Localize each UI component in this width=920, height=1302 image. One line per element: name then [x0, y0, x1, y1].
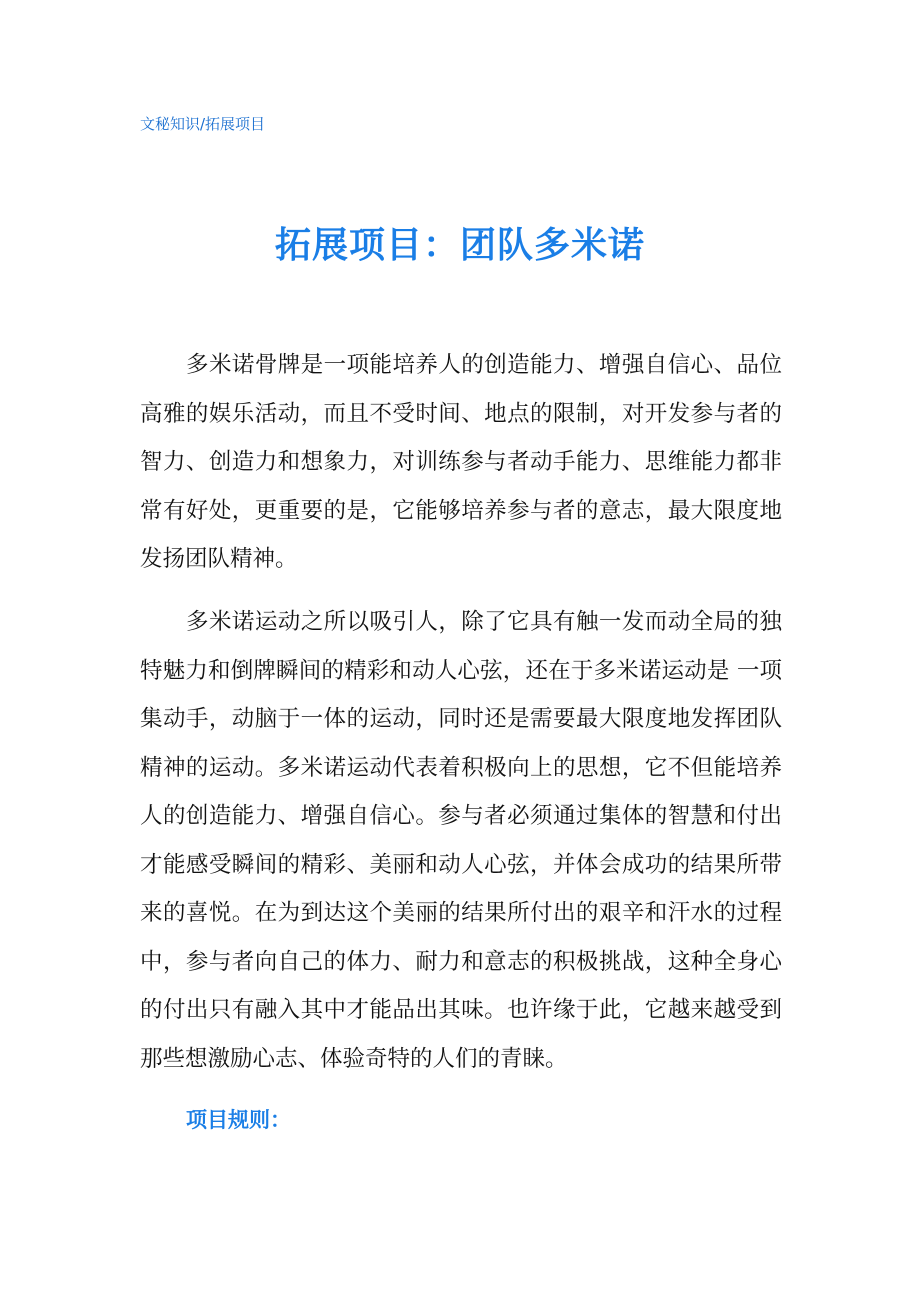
body-paragraph-intro: 多米诺骨牌是一项能培养人的创造能力、增强自信心、品位高雅的娱乐活动，而且不受时间、地点的限制，对开发参与者的智力、创造力和想象力，对训练参与者动手能力、思维能力都非常有好处，更重要的是，它能够培养参与者的意志，最大限度地发扬团队精神。	[140, 352, 782, 572]
breadcrumb[interactable]: 文秘知识/拓展项目	[140, 115, 266, 133]
body-paragraph-appeal: 多米诺运动之所以吸引人，除了它具有触一发而动全局的独特魅力和倒牌瞬间的精彩和动人心弦，还在于多米诺运动是 一项集动手，动脑于一体的运动，同时还是需要最大限度地发挥团队精神的运动。多米诺运动代表着积极向上的思想，它不但能培养人的创造能力、增强自信心。参与者必须通过集体的智慧和付出才能感受瞬间的精彩、美丽和动人心弦，并体会成功的结果所带来的喜悦。在为到达这个美丽的结果所付出的艰辛和汗水的过程中，参与者向自己的体力、耐力和意志的积极挑战，这种全身心的付出只有融入其中才能品出其味。也许缘于此，它越来越受到那些想激励心志、体验奇特的人们的青睐。	[140, 609, 782, 1072]
page-title: 拓展项目：团队多米诺	[274, 225, 645, 266]
section-heading-rules: 项目规则：	[186, 1108, 291, 1132]
